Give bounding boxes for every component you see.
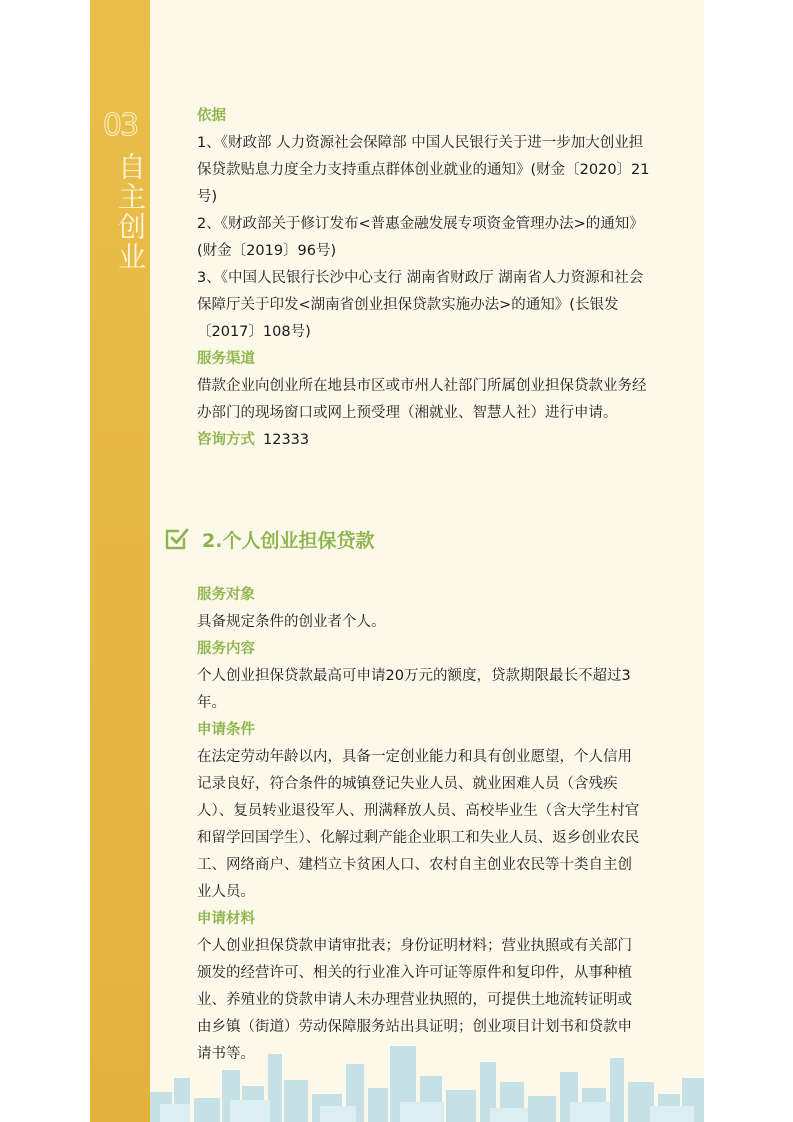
contact-number: 12333 [263,432,310,448]
chapter-sidebar [90,0,150,1122]
contact-label: 咨询方式 [197,432,255,448]
section2-heading [164,522,374,556]
basis-item: 2、《财政部关于修订发布<普惠金融发展专项资金管理办法>的通知》(财金〔2019〕96号) [197,216,644,259]
document-page [90,0,704,1122]
basis-label: 依据 [197,108,226,124]
contact-line [197,427,657,454]
target-label: 服务对象 [197,587,255,603]
basis-item: 3、《中国人民银行长沙中心支行 湖南省财政厅 湖南省人力资源和社会保障厅关于印发<湖南省创业担保贷款实施办法>的通知》(长银发〔2017〕108号) [197,270,644,340]
target-text: 具备规定条件的创业者个人。 [197,614,386,630]
conditions-text: 在法定劳动年龄以内，具备一定创业能力和具有创业愿望，个人信用记录良好，符合条件的城镇登记失业人员、就业困难人员（含残疾人）、复员转业退役军人、刑满释放人员、高校毕业生（含大学生村官和留学回国学生）、化解过剩产能企业职工和失业人员、返乡创业农民工、网络商户、建档立卡贫困人口、农村自主创业农民等十类自主创业人员。 [197,749,640,900]
chapter-number: 03 [102,108,138,143]
materials-label: 申请材料 [197,911,255,927]
materials-text: 个人创业担保贷款申请审批表；身份证明材料；营业执照或有关部门颁发的经营许可、相关的行业准入许可证等原件和复印件，从事种植业、养殖业的贷款申请人未办理营业执照的，可提供土地流转证明或由乡镇（街道）劳动保障服务站出具证明；创业项目计划书和贷款申请书等。 [197,938,632,1062]
service-content-label: 服务内容 [197,641,255,657]
conditions-label: 申请条件 [197,722,255,738]
service-content-text: 个人创业担保贷款最高可申请20万元的额度，贷款期限最长不超过3年。 [197,668,631,711]
basis-item: 1、《财政部 人力资源社会保障部 中国人民银行关于进一步加大创业担保贷款贴息力度全力支持重点群体创业就业的通知》(财金〔2020〕21号) [197,135,650,205]
channel-label: 服务渠道 [197,351,255,367]
channel-text: 借款企业向创业所在地县市区或市州人社部门所属创业担保贷款业务经办部门的现场窗口或网上预受理（湘就业、智慧人社）进行申请。 [197,378,647,421]
city-skyline-illustration [150,1042,704,1122]
section2-content [197,582,642,1068]
section1-content [197,103,657,454]
checkbox-check-icon [164,526,190,552]
section2-title: 2.个人创业担保贷款 [202,529,375,552]
chapter-title: 自主创业 [114,152,147,272]
